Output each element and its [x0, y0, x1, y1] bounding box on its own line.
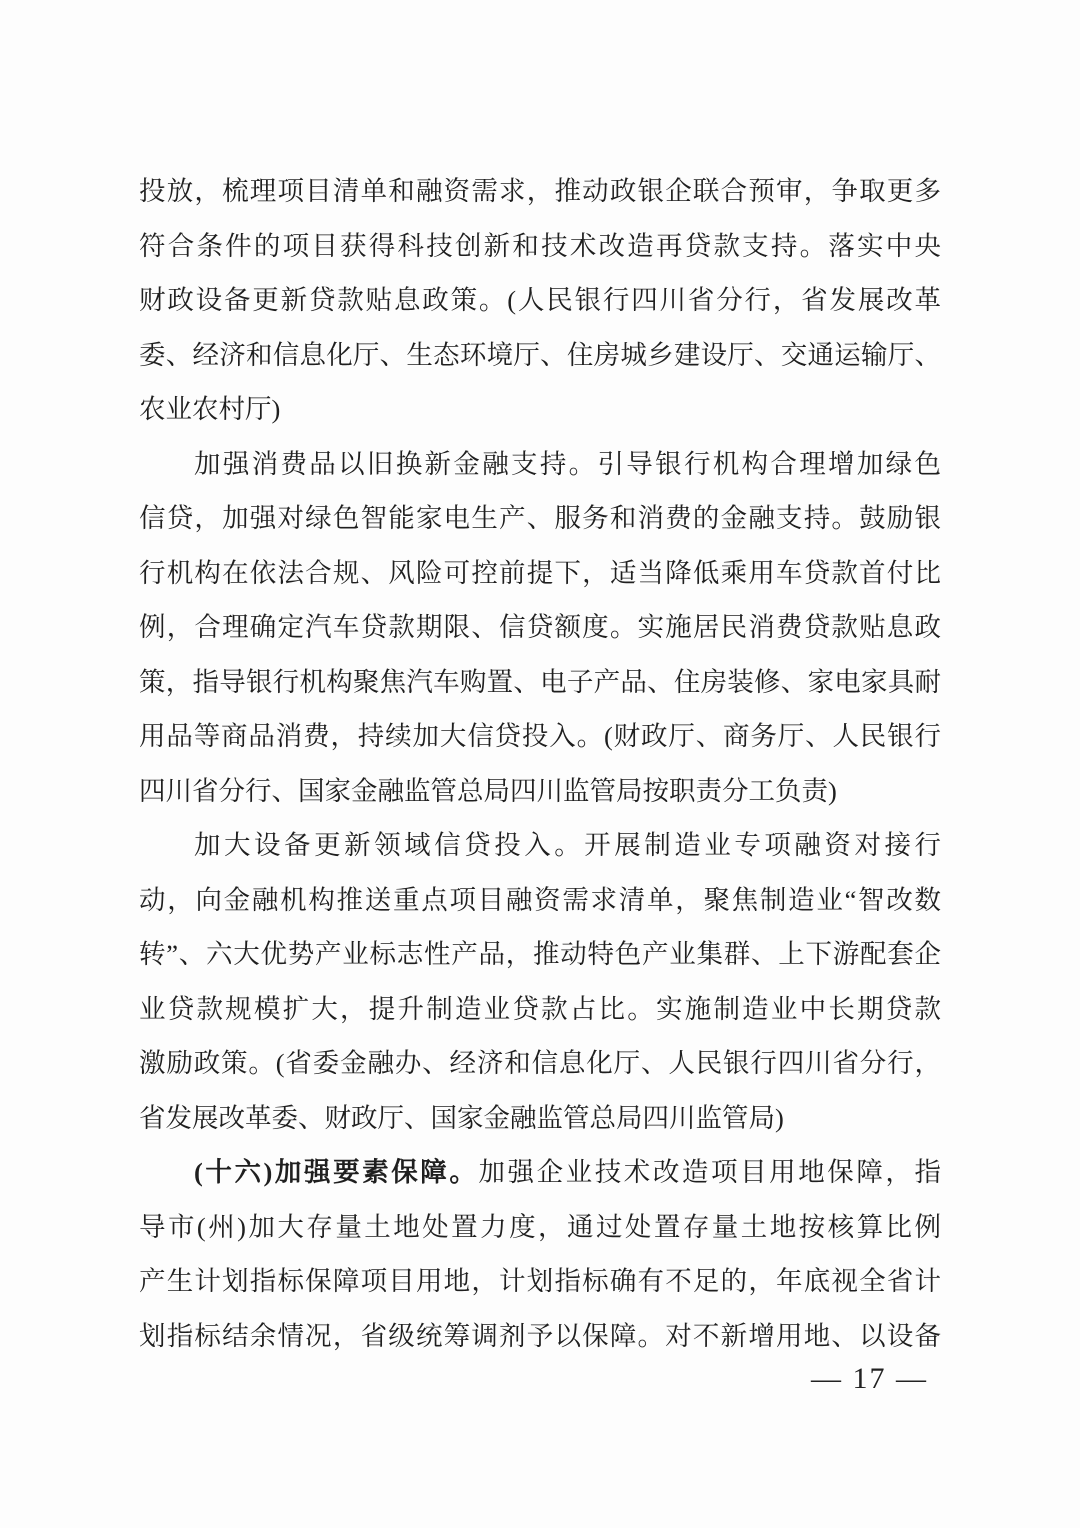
text-line: [139, 1254, 941, 1309]
section-heading: (十六)加强要素保障。: [194, 1157, 479, 1187]
text-line: [139, 382, 941, 437]
text-segment: 投放，梳理项目清单和融资需求，推动政银企联合预审，争取更多: [139, 176, 941, 206]
text-line: [139, 546, 941, 601]
text-line: [139, 1309, 941, 1364]
text-line: [139, 709, 941, 764]
text-segment: 激励政策。(省委金融办、经济和信息化厅、人民银行四川省分行，: [139, 1048, 941, 1078]
text-segment: 省发展改革委、财政厅、国家金融监管总局四川监管局): [139, 1102, 784, 1133]
text-segment: 行机构在依法合规、风险可控前提下，适当降低乘用车贷款首付比: [139, 557, 941, 588]
text-segment: 转”、六大优势产业标志性产品，推动特色产业集群、上下游配套企: [139, 939, 941, 969]
text-line: [139, 764, 941, 819]
text-segment: 委、经济和信息化厅、生态环境厅、住房城乡建设厅、交通运输厅、: [139, 339, 941, 370]
text-segment: 四川省分行、国家金融监管总局四川监管局按职责分工负责): [139, 775, 837, 806]
text-segment: 动，向金融机构推送重点项目融资需求清单，聚焦制造业“智改数: [139, 884, 941, 915]
text-segment: 农业农村厅): [139, 394, 281, 424]
text-segment: 财政设备更新贷款贴息政策。(人民银行四川省分行，省发展改革: [139, 285, 941, 315]
text-segment: 加大设备更新领域信贷投入。开展制造业专项融资对接行: [194, 830, 941, 860]
text-segment: 导市(州)加大存量土地处置力度，通过处置存量土地按核算比例: [139, 1211, 941, 1242]
text-segment: 符合条件的项目获得科技创新和技术改造再贷款支持。落实中央: [139, 230, 941, 261]
text-line: [139, 1091, 941, 1146]
text-line: [139, 818, 941, 873]
text-line: [139, 927, 941, 982]
text-segment: 例，合理确定汽车贷款期限、信贷额度。实施居民消费贷款贴息政: [139, 612, 941, 642]
text-line: [139, 164, 941, 219]
text-line: [139, 873, 941, 928]
text-line: [139, 1145, 941, 1200]
text-line: [139, 437, 941, 492]
text-segment: 用品等商品消费，持续加大信贷投入。(财政厅、商务厅、人民银行: [139, 721, 941, 751]
text-line: [139, 273, 941, 328]
text-line: [139, 1036, 941, 1091]
text-segment: 加强消费品以旧换新金融支持。引导银行机构合理增加绿色: [194, 448, 941, 479]
text-segment: 加强企业技术改造项目用地保障，指: [478, 1157, 942, 1187]
text-line: [139, 491, 941, 546]
text-segment: 产生计划指标保障项目用地，计划指标确有不足的，年底视全省计: [139, 1266, 941, 1296]
text-segment: 信贷，加强对绿色智能家电生产、服务和消费的金融支持。鼓励银: [139, 503, 941, 533]
text-line: [139, 600, 941, 655]
text-line: [139, 982, 941, 1037]
page-number: — 17 —: [811, 1362, 928, 1395]
text-block: [139, 164, 941, 1363]
text-line: [139, 655, 941, 710]
text-line: [139, 328, 941, 383]
text-segment: 划指标结余情况，省级统筹调剂予以保障。对不新增用地、以设备: [139, 1320, 941, 1351]
text-segment: 业贷款规模扩大，提升制造业贷款占比。实施制造业中长期贷款: [139, 993, 941, 1024]
text-line: [139, 1200, 941, 1255]
text-line: [139, 219, 941, 274]
text-segment: 策，指导银行机构聚焦汽车购置、电子产品、住房装修、家电家具耐: [139, 666, 941, 697]
